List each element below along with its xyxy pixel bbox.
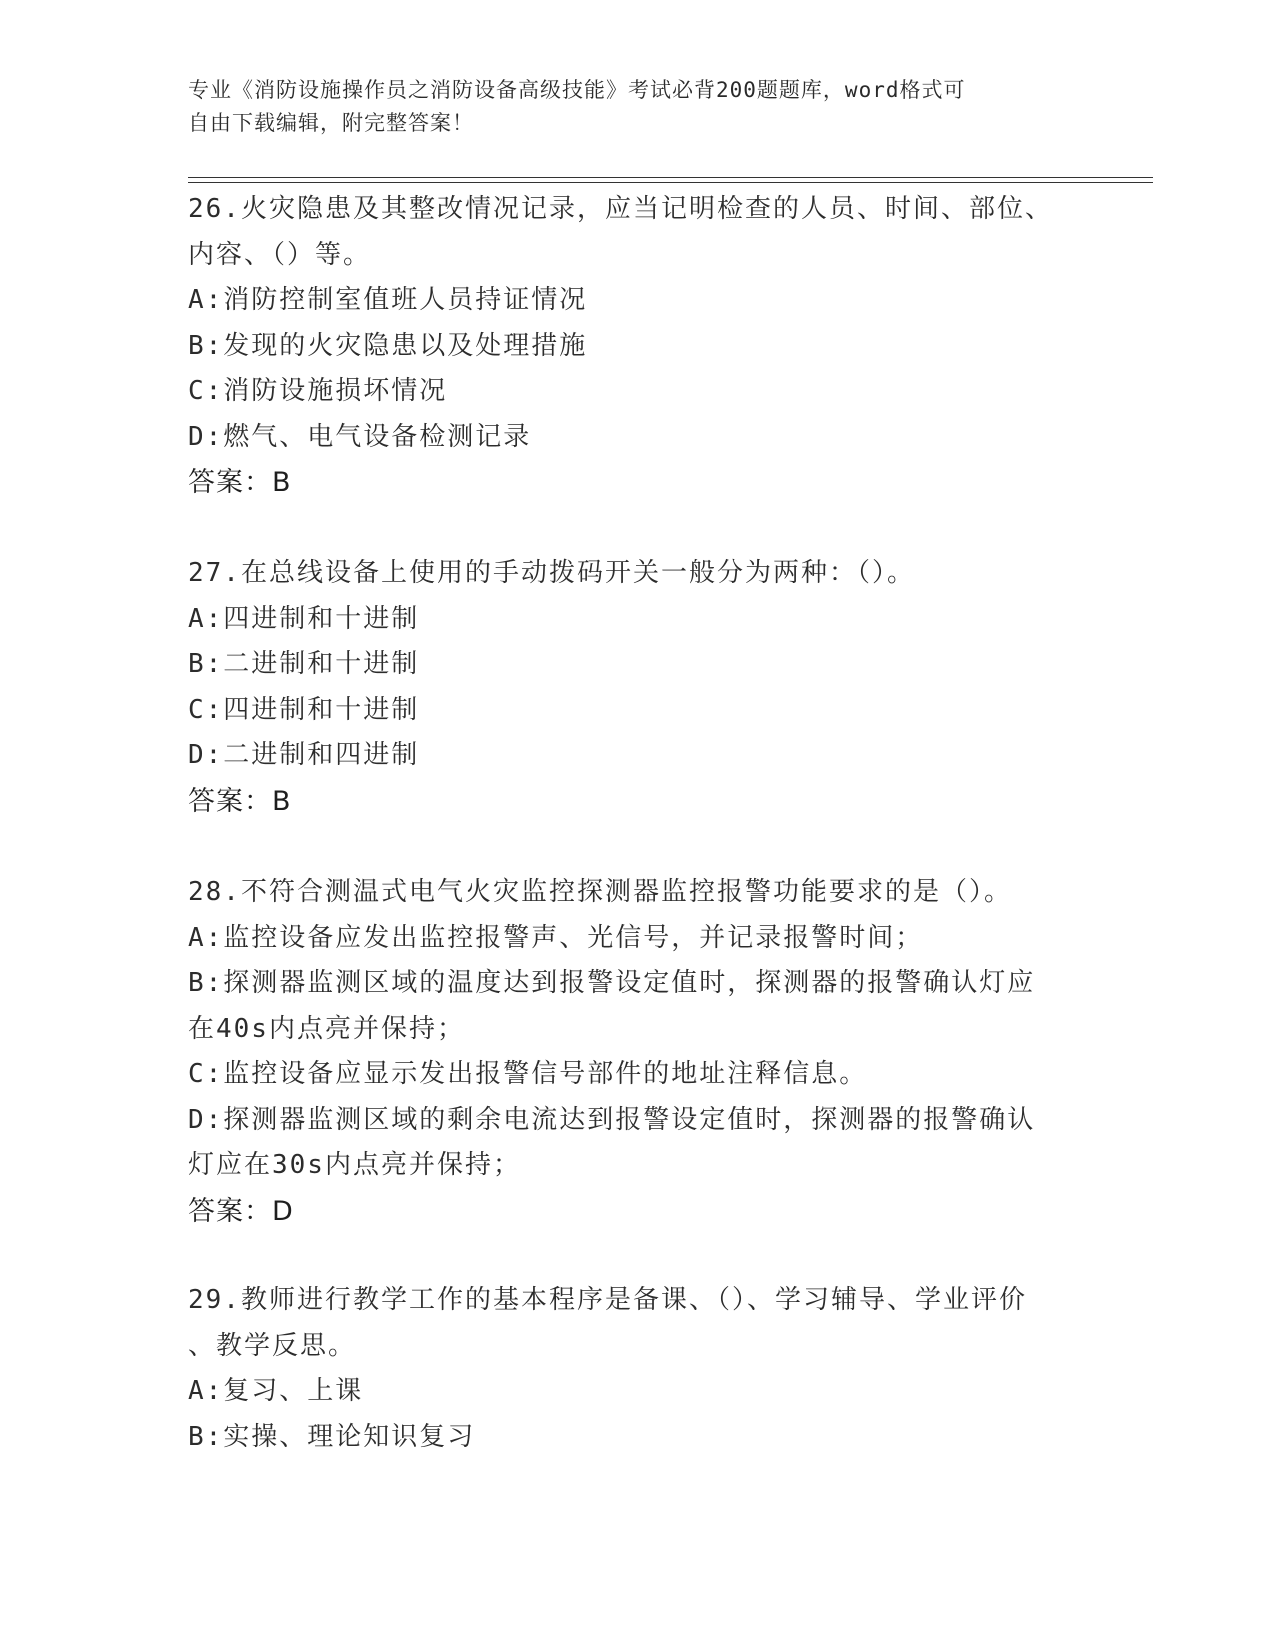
option-c: C:四进制和十进制: [188, 694, 420, 725]
option-b: B:实操、理论知识复习: [188, 1421, 476, 1452]
question-26: [188, 187, 1088, 506]
stem-line: 27.在总线设备上使用的手动拨码开关一般分为两种：（）。: [188, 558, 915, 588]
question-stem: [188, 870, 1088, 916]
stem-line: 26.火灾隐患及其整改情况记录，应当记明检查的人员、时间、部位、: [188, 194, 1053, 224]
document-header: [188, 74, 1068, 140]
stem-line: 28.不符合测温式电气火灾监控探测器监控报警功能要求的是（）。: [188, 877, 1012, 907]
answer: 答案：B: [188, 785, 292, 817]
option-d: D:燃气、电气设备检测记录: [188, 421, 532, 452]
question-stem: [188, 551, 1088, 597]
header-line-1: 专业《消防设施操作员之消防设备高级技能》考试必背200题题库，word格式可: [188, 78, 966, 102]
option-b: [188, 961, 1088, 1052]
header-line-2: 自由下载编辑，附完整答案！: [188, 111, 474, 135]
option-c: C:消防设施损坏情况: [188, 376, 448, 406]
question-29: [188, 1278, 1088, 1460]
question-stem: [188, 1278, 1088, 1369]
question-stem: [188, 187, 1088, 278]
stem-line: 内容、（）等。: [188, 239, 372, 270]
stem-line: 29.教师进行教学工作的基本程序是备课、（）、学习辅导、学业评价: [188, 1285, 1027, 1315]
header-divider-bottom: [188, 182, 1153, 183]
stem-line: 、教学反思。: [188, 1330, 357, 1361]
question-28: [188, 870, 1088, 1234]
question-27: [188, 551, 1088, 824]
option-a: A:四进制和十进制: [188, 603, 420, 634]
header-divider-top: [188, 177, 1153, 178]
option-a: A:消防控制室值班人员持证情况: [188, 285, 588, 315]
option-a: A:监控设备应发出监控报警声、光信号，并记录报警时间；: [188, 922, 924, 953]
option-line: D:探测器监测区域的剩余电流达到报警设定值时，探测器的报警确认: [188, 1104, 1036, 1135]
option-a: A:复习、上课: [188, 1376, 364, 1406]
option-b: B:二进制和十进制: [188, 649, 420, 679]
option-b: B:发现的火灾隐患以及处理措施: [188, 330, 588, 361]
option-line: 在40s内点亮并保持；: [188, 1013, 465, 1044]
option-d: D:二进制和四进制: [188, 740, 420, 770]
option-c: C:监控设备应显示发出报警信号部件的地址注释信息。: [188, 1059, 868, 1089]
option-line: 灯应在30s内点亮并保持；: [188, 1150, 521, 1180]
answer: 答案：B: [188, 467, 292, 498]
option-d: [188, 1098, 1088, 1189]
answer: 答案：D: [188, 1195, 294, 1227]
option-line: B:探测器监测区域的温度达到报警设定值时，探测器的报警确认灯应: [188, 968, 1036, 998]
